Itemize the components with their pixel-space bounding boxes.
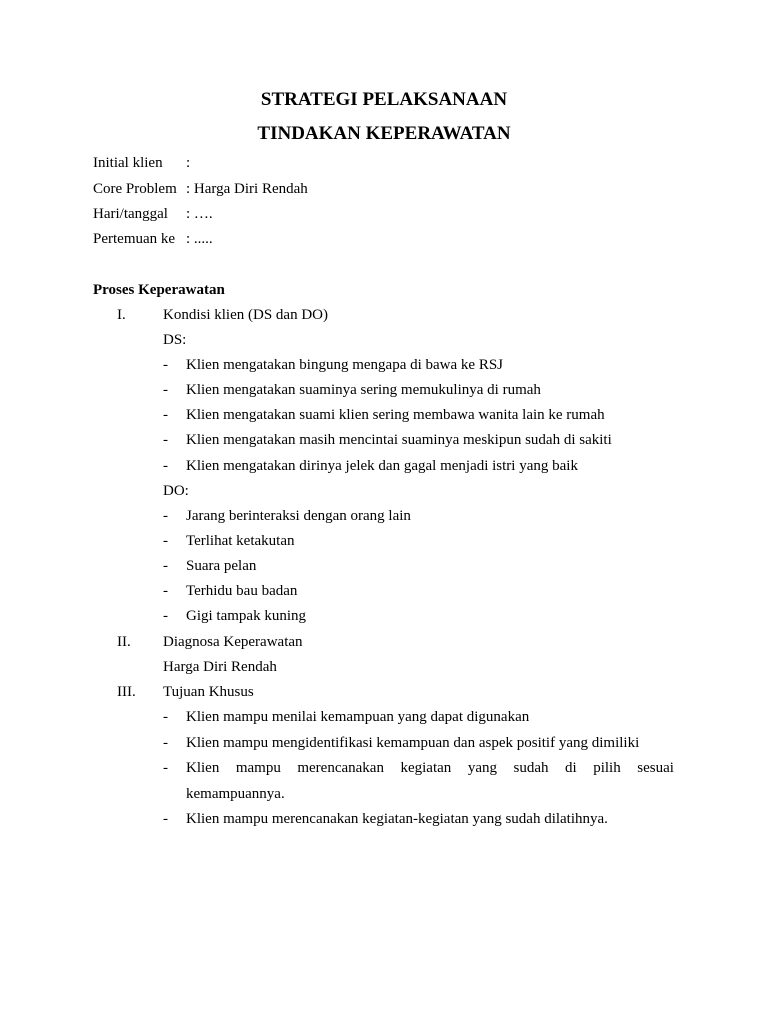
ds-item-4: Klien mengatakan masih mencintai suaminya meskipun sudah di sakiti bbox=[186, 432, 612, 448]
goal-item-3-word: sesuai bbox=[637, 760, 674, 776]
do-bullet-2: - bbox=[163, 533, 168, 549]
goal-bullet-3: - bbox=[163, 760, 168, 776]
ds-item-2: Klien mengatakan suaminya sering memukulinya di rumah bbox=[186, 382, 541, 398]
item-1-numeral: I. bbox=[117, 307, 126, 323]
field-label-hari-tanggal: Hari/tanggal bbox=[93, 206, 168, 222]
item-1-title: Kondisi klien (DS dan DO) bbox=[163, 307, 328, 323]
field-label-initial-klien: Initial klien bbox=[93, 155, 163, 171]
goal-bullet-1: - bbox=[163, 709, 168, 725]
do-label: DO: bbox=[163, 483, 189, 499]
goal-item-3-word: kegiatan bbox=[400, 760, 452, 776]
goal-bullet-2: - bbox=[163, 735, 168, 751]
goal-item-3-word: Klien bbox=[186, 760, 220, 776]
section-heading: Proses Keperawatan bbox=[93, 282, 225, 298]
field-label-core-problem: Core Problem bbox=[93, 181, 177, 197]
do-item-3: Suara pelan bbox=[186, 558, 257, 574]
goal-item-3-word: di bbox=[565, 760, 577, 776]
goal-item-4: Klien mampu merencanakan kegiatan-kegiatan yang sudah dilatihnya. bbox=[186, 811, 608, 827]
ds-bullet-4: - bbox=[163, 432, 168, 448]
do-bullet-5: - bbox=[163, 608, 168, 624]
do-bullet-4: - bbox=[163, 583, 168, 599]
item-2-numeral: II. bbox=[117, 634, 131, 650]
goal-item-3-word: sudah bbox=[513, 760, 549, 776]
field-value-pertemuan-ke: : ..... bbox=[186, 231, 213, 247]
do-item-4: Terhidu bau badan bbox=[186, 583, 298, 599]
ds-item-5: Klien mengatakan dirinya jelek dan gagal menjadi istri yang baik bbox=[186, 458, 578, 474]
goal-item-3-justified bbox=[186, 759, 674, 777]
goal-item-3-word: pilih bbox=[593, 760, 621, 776]
ds-label: DS: bbox=[163, 332, 187, 348]
ds-bullet-5: - bbox=[163, 458, 168, 474]
field-value-core-problem: : Harga Diri Rendah bbox=[186, 181, 308, 197]
item-2-title: Diagnosa Keperawatan bbox=[163, 634, 303, 650]
item-3-numeral: III. bbox=[117, 684, 136, 700]
do-bullet-1: - bbox=[163, 508, 168, 524]
ds-item-3: Klien mengatakan suami klien sering membawa wanita lain ke rumah bbox=[186, 407, 605, 423]
do-item-5: Gigi tampak kuning bbox=[186, 608, 306, 624]
field-value-hari-tanggal: : …. bbox=[186, 206, 213, 222]
document-title-line-1: STRATEGI PELAKSANAAN bbox=[260, 89, 508, 110]
item-3-title: Tujuan Khusus bbox=[163, 684, 254, 700]
goal-item-1: Klien mampu menilai kemampuan yang dapat digunakan bbox=[186, 709, 530, 725]
field-label-pertemuan-ke: Pertemuan ke bbox=[93, 231, 176, 247]
ds-bullet-1: - bbox=[163, 357, 168, 373]
field-value-initial-klien: : bbox=[186, 155, 191, 171]
document-title-line-2: TINDAKAN KEPERAWATAN bbox=[257, 123, 511, 144]
item-2-text: Harga Diri Rendah bbox=[163, 659, 277, 675]
do-bullet-3: - bbox=[163, 558, 168, 574]
goal-item-2: Klien mampu mengidentifikasi kemampuan dan aspek positif yang dimiliki bbox=[186, 735, 640, 751]
do-item-1: Jarang berinteraksi dengan orang lain bbox=[186, 508, 411, 524]
ds-item-1: Klien mengatakan bingung mengapa di bawa ke RSJ bbox=[186, 357, 504, 373]
goal-item-3-word: merencanakan bbox=[297, 760, 384, 776]
goal-item-3-word: yang bbox=[467, 760, 497, 776]
ds-bullet-3: - bbox=[163, 407, 168, 423]
do-item-2: Terlihat ketakutan bbox=[186, 533, 295, 549]
goal-bullet-4: - bbox=[163, 811, 168, 827]
goal-item-3-continuation: kemampuannya. bbox=[186, 786, 285, 802]
goal-item-3-word: mampu bbox=[235, 760, 281, 776]
ds-bullet-2: - bbox=[163, 382, 168, 398]
